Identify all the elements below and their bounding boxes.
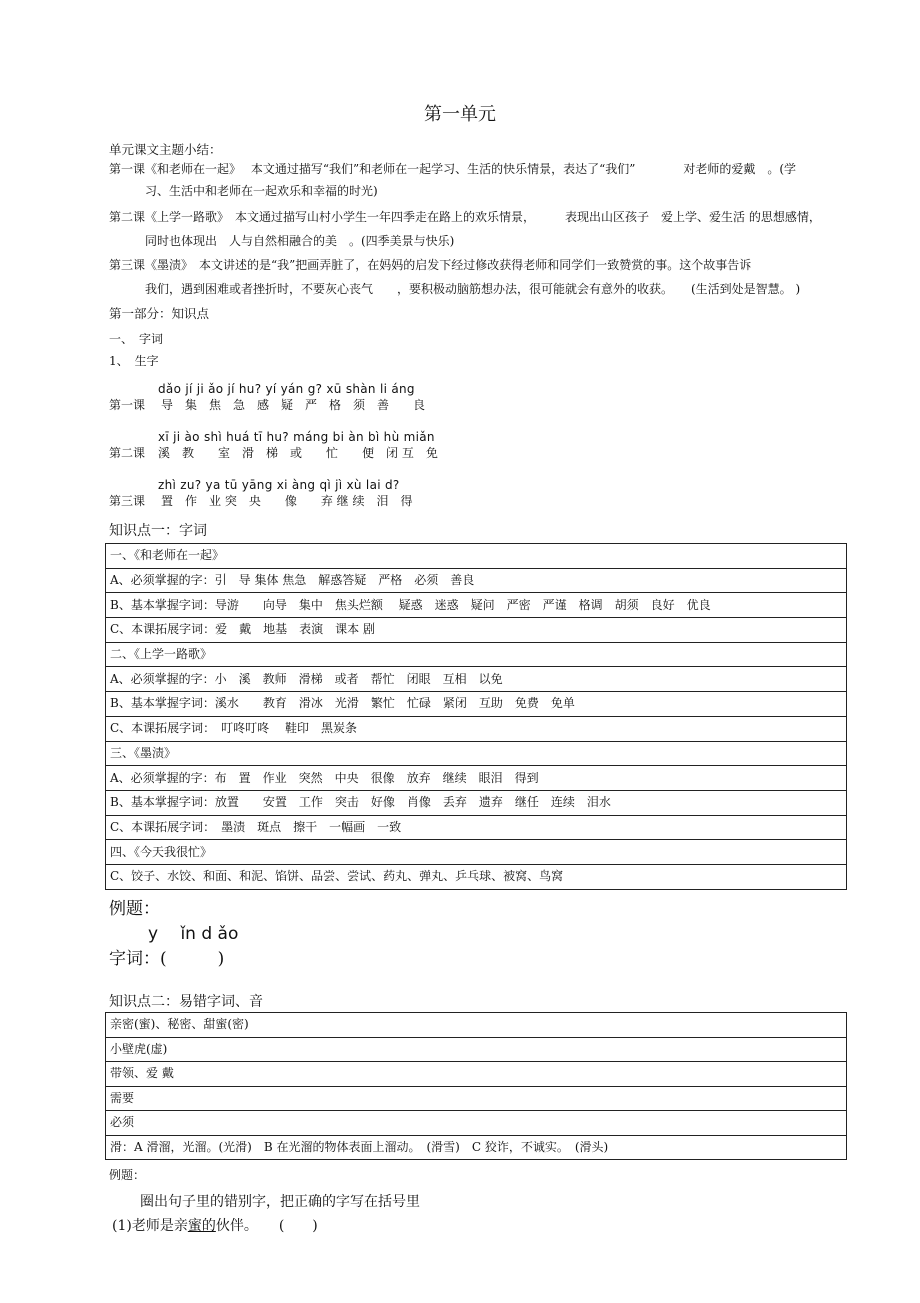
knowledge-point-two-table bbox=[105, 1012, 847, 1160]
summary-line: 我们，遇到困难或者挫折时，不要灰心丧气 ，要积极动脑筋想办法，很可能就会有意外的收获。 (生活到处是智慧。 ) bbox=[145, 282, 801, 296]
subsection-heading: 1、 生字 bbox=[109, 354, 159, 368]
table-row: B、基本掌握字词：导游 向导 集中 焦头烂额 疑惑 迷惑 疑问 严密 严谨 格调 胡须 良好 优良 bbox=[106, 593, 847, 618]
table-row: C、本课拓展字词：爱 戴 地基 表演 课本 剧 bbox=[106, 618, 847, 643]
example-pinyin: y ǐn d ǎo bbox=[148, 924, 239, 944]
table-row: A、必须掌握的字：引 导 集体 焦急 解惑答疑 严格 必须 善良 bbox=[106, 568, 847, 593]
question-prefix: (1)老师是亲 bbox=[112, 1218, 188, 1234]
table-row: 小壁虎(虚) bbox=[106, 1037, 847, 1062]
summary-line: 第二课《上学一路歌》 本文通过描写山村小学生一年四季走在路上的欢乐情景， 表现出山区孩子 爱上学、爱生活 的思想感情， bbox=[109, 210, 821, 224]
knowledge-point-one-heading: 知识点一：字词 bbox=[109, 523, 207, 539]
knowledge-point-one-table bbox=[105, 543, 847, 890]
question-suffix: 伙伴。 ( ) bbox=[215, 1218, 318, 1234]
table-row: 一、《和老师在一起》 bbox=[106, 544, 847, 569]
summary-line: 习、生活中和老师在一起欢乐和幸福的时光) bbox=[145, 184, 378, 198]
table-row: 二、《上学一路歌》 bbox=[106, 642, 847, 667]
table-row: C、本课拓展字词： 墨渍 斑点 擦干 一幅画 一致 bbox=[106, 815, 847, 840]
table-row: 三、《墨渍》 bbox=[106, 741, 847, 766]
table-row: A、必须掌握的字：小 溪 教师 滑梯 或者 帮忙 闭眼 互相 以免 bbox=[106, 667, 847, 692]
character-line: 置 作 业 突 央 像 弃 继 续 泪 得 bbox=[161, 494, 413, 508]
table-row: C、饺子、水饺、和面、和泥、馅饼、品尝、尝试、药丸、弹丸、乒乓球、被窝、鸟窝 bbox=[106, 864, 847, 889]
table-row: 必须 bbox=[106, 1111, 847, 1136]
table-row: 滑：A 滑溜，光溜。(光滑) B 在光溜的物体表面上溜动。 (滑雪) C 狡诈，不诚实。 (滑头) bbox=[106, 1135, 847, 1160]
pinyin-line: xī ji ào shì huá tī hu? máng bi àn bì hù miǎn bbox=[158, 430, 435, 444]
table-row: B、基本掌握字词：溪水 教育 滑冰 光滑 繁忙 忙碌 紧闭 互助 免费 免单 bbox=[106, 692, 847, 717]
summary-heading: 单元课文主题小结： bbox=[109, 142, 222, 157]
table-row: 需要 bbox=[106, 1086, 847, 1111]
lesson-label: 第二课 bbox=[109, 446, 146, 460]
character-line: 溪 教 室 滑 梯 或 忙 便 闭 互 免 bbox=[158, 446, 438, 460]
section-heading: 一、 字词 bbox=[109, 332, 164, 346]
example-instruction: 圈出句子里的错别字，把正确的字写在括号里 bbox=[140, 1194, 420, 1210]
page-title: 第一单元 bbox=[424, 104, 496, 125]
table-row: 带领、爱 戴 bbox=[106, 1062, 847, 1087]
lesson-label: 第一课 bbox=[109, 398, 146, 412]
table-row: C、本课拓展字词： 叮咚叮咚 鞋印 黑炭条 bbox=[106, 716, 847, 741]
example-label: 例题： bbox=[109, 1168, 146, 1182]
table-row: 亲密(蜜)、秘密、甜蜜(密) bbox=[106, 1013, 847, 1038]
pinyin-line: zhì zu? ya tū yāng xi àng qì jì xù lai d? bbox=[158, 478, 400, 492]
summary-line: 第一课《和老师在一起》 本文通过描写“我们”和老师在一起学习、生活的快乐情景，表达了“我们” 对老师的爱戴 。(学 bbox=[109, 162, 797, 176]
summary-line: 同时也体现出 人与自然相融合的美 。(四季美景与快乐) bbox=[145, 234, 455, 248]
table-row: B、基本掌握字词：放置 安置 工作 突击 好像 肖像 丢弃 遗弃 继任 连续 泪水 bbox=[106, 790, 847, 815]
table-row: 四、《今天我很忙》 bbox=[106, 840, 847, 865]
wrong-character: 蜜的 bbox=[187, 1218, 216, 1234]
table-row: A、必须掌握的字：布 置 作业 突然 中央 很像 放弃 继续 眼泪 得到 bbox=[106, 766, 847, 791]
example-question: 字词：( ) bbox=[109, 949, 225, 969]
lesson-label: 第三课 bbox=[109, 494, 146, 508]
character-line: 导 集 焦 急 感 疑 严 格 须 善 良 bbox=[161, 398, 426, 412]
summary-line: 第三课《墨渍》 本文讲述的是“我”把画弄脏了，在妈妈的启发下经过修改获得老师和同学们一致赞赏的事。这个故事告诉 bbox=[109, 258, 752, 272]
example-question-line bbox=[112, 1215, 318, 1235]
pinyin-line: dǎo jí ji ǎo jí hu? yí yán g? xū shàn li áng bbox=[158, 382, 415, 396]
knowledge-point-two-heading: 知识点二：易错字词、音 bbox=[109, 994, 263, 1010]
example-label: 例题： bbox=[109, 899, 160, 919]
part-one-heading: 第一部分：知识点 bbox=[109, 306, 210, 321]
